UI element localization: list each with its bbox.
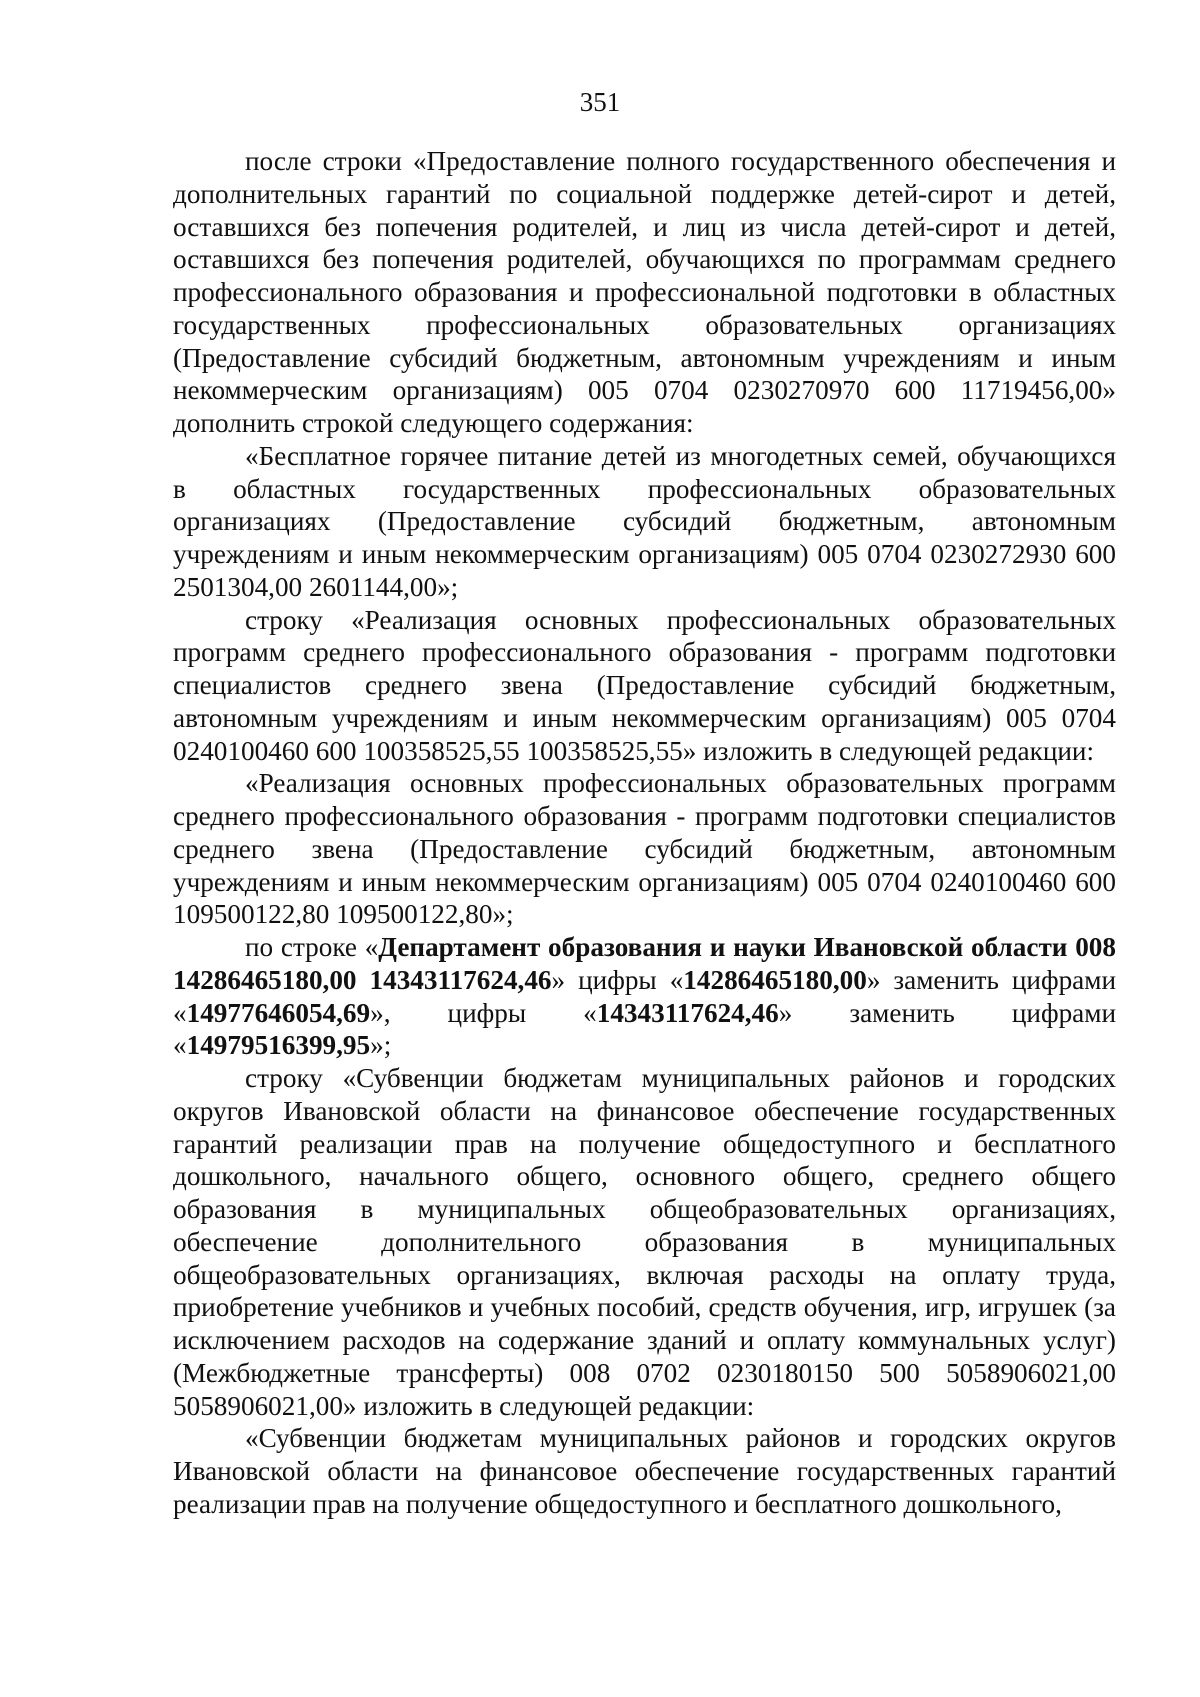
paragraph-5-segment: » заменить цифрами « [173,997,1116,1061]
paragraph-5-segment: » цифры « [551,964,684,995]
paragraph-3: строку «Реализация основных профессиональных образовательных программ среднего профессионального образования - программ подготовки специалистов среднего звена (Предоставление субсидий бюджетным, автономным учреждениям и иным некоммерческим организациям) 005 0704 0240100460 600 100358525,55 100358525,55» изложить в следующей редакции: [173,604,1116,766]
paragraph-5-segment: », цифры « [370,997,597,1028]
paragraph-5-bold-figure: 14977646054,69 [186,997,371,1028]
paragraph-5-bold-figure: 14343117624,46 [596,997,779,1028]
paragraph-5-bold-department: Департамент образования и науки Ивановской области 008 14286465180,00 14343117624,46 [173,932,1116,995]
page-number: 351 [579,87,621,117]
paragraph-7: «Субвенции бюджетам муниципальных районов и городских округов Ивановской области на финансовое обеспечение государственных гарантий реализации прав на получение общедоступного и бесплатного дошкольного, [173,1423,1116,1519]
paragraph-5-segment: »; [370,1030,392,1061]
paragraph-4: «Реализация основных профессиональных образовательных программ среднего профессионального образования - программ подготовки специалистов среднего звена (Предоставление субсидий бюджетным, автономным учреждениям и иным некоммерческим организациям) 005 0704 0240100460 600 109500122,80 109500122,80»; [173,768,1116,930]
paragraph-5-bold-figure: 14979516399,95 [186,1030,371,1061]
paragraph-1: после строки «Предоставление полного государственного обеспечения и дополнительных гарантий по социальной поддержке детей-сирот и детей, оставшихся без попечения родителей, и лиц из числа детей-сирот и детей, оставшихся без попечения родителей, обучающихся по программам среднего профессионального образования и профессиональной подготовки в областных государственных профессиональных образовательных организациях (Предоставление субсидий бюджетным, автономным учреждениям и иным некоммерческим организациям) 005 0704 0230270970 600 11719456,00» дополнить строкой следующего содержания: [173,146,1116,438]
paragraph-5-segment: » заменить цифрами « [173,964,1116,1028]
document-body [173,145,1116,1521]
paragraph-5 [173,931,1116,1062]
paragraph-5-bold-figure: 14286465180,00 [683,964,867,995]
paragraph-5-segment: по строке « [245,932,379,962]
paragraph-2: «Бесплатное горячее питание детей из многодетных семей, обучающихся в областных государственных профессиональных образовательных организациях (Предоставление субсидий бюджетным, автономным учреждениям и иным некоммерческим организациям) 005 0704 0230272930 600 2501304,00 2601144,00»; [173,440,1116,602]
paragraph-6: строку «Субвенции бюджетам муниципальных районов и городских округов Ивановской области на финансовое обеспечение государственных гарантий реализации прав на получение общедоступного и бесплатного дошкольного, начального общего, основного общего, среднего общего образования в муниципальных общеобразовательных организациях, обеспечение дополнительного образования в муниципальных общеобразовательных организациях, включая расходы на оплату труда, приобретение учебников и учебных пособий, средств обучения, игр, игрушек (за исключением расходов на содержание зданий и оплату коммунальных услуг) (Межбюджетные трансферты) 008 0702 0230180150 500 5058906021,00 5058906021,00» изложить в следующей редакции: [173,1063,1116,1421]
